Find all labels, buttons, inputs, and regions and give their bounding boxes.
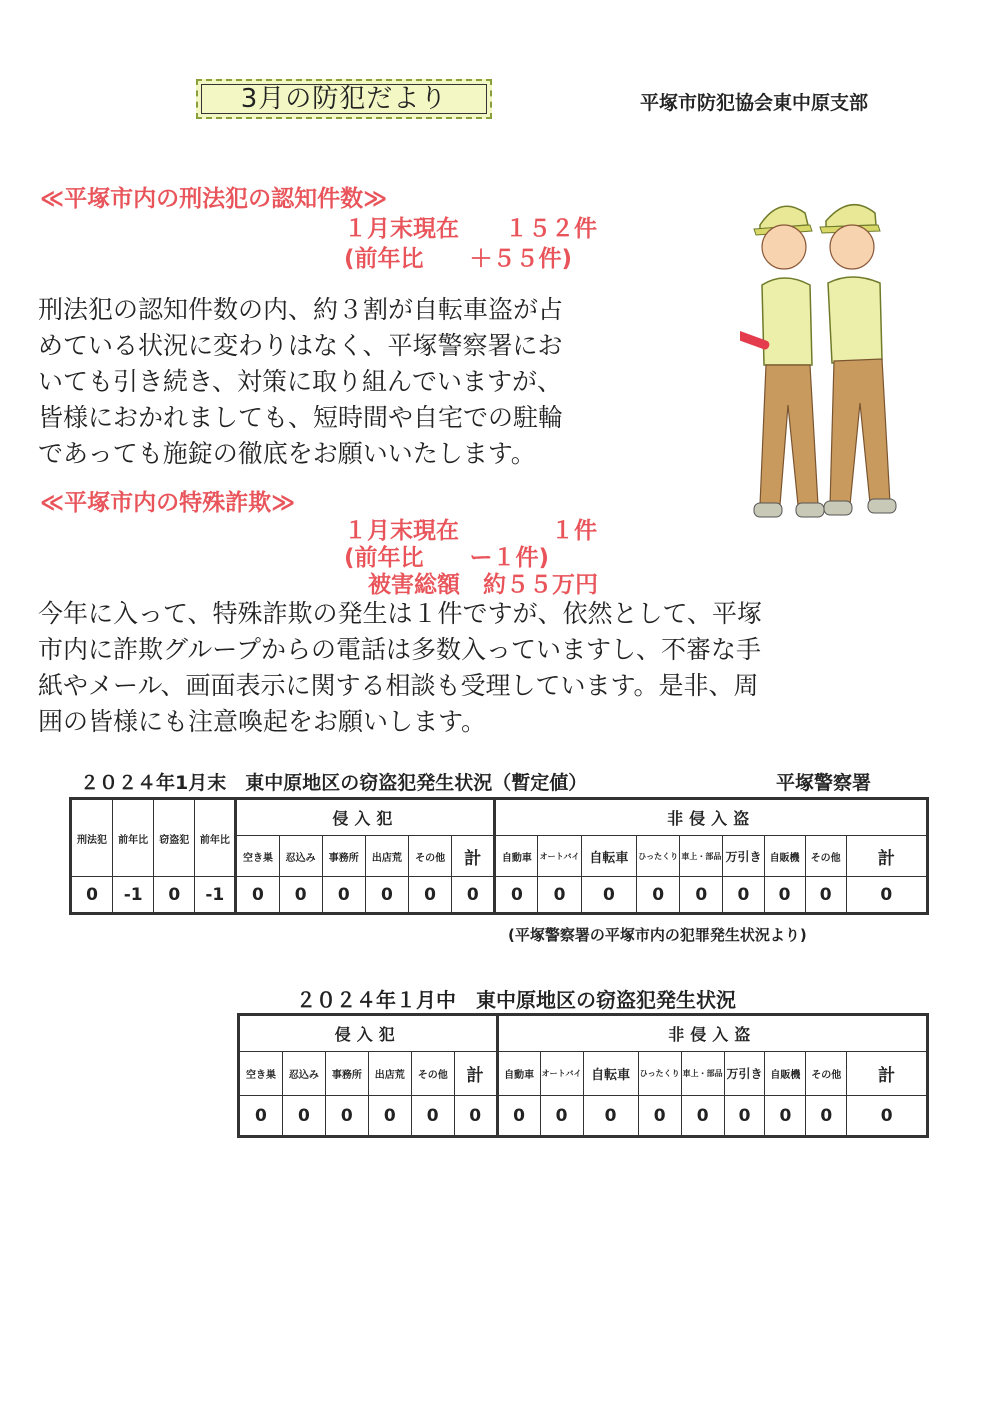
table2-cell: 0: [847, 1096, 927, 1136]
table1-col: その他: [409, 836, 452, 877]
table1-col-total: 計: [846, 836, 926, 877]
table1-header-yoy: 前年比: [195, 800, 236, 877]
table2-col: 出店荒: [368, 1052, 411, 1096]
table-row: [240, 1096, 927, 1136]
page-title: 3月の防犯だより: [196, 79, 492, 119]
table2-title: ２０２４年１月中 東中原地区の窃盗犯発生状況: [296, 988, 736, 1012]
table2: [239, 1015, 927, 1136]
section2-stat-yoy: (前年比 ー１件): [344, 545, 550, 571]
section1-stat-yoy: (前年比 ＋５５件): [344, 246, 573, 272]
table1-source: 平塚警察署: [776, 772, 872, 794]
volunteer-left-figure: [740, 206, 824, 517]
table2-cell: 0: [681, 1096, 724, 1136]
volunteer-right-figure: [820, 205, 896, 515]
table2-col: その他: [806, 1052, 847, 1096]
table2-col: ひったくり: [638, 1052, 681, 1096]
table2-col: 車上・部品: [681, 1052, 724, 1096]
table2-cell: 0: [540, 1096, 583, 1136]
section2-stat-current: １月末現在 １件: [344, 518, 597, 544]
table1-cell: 0: [322, 877, 365, 913]
table1-cell: 0: [680, 877, 723, 913]
section1-body-line: であっても施錠の徹底をお願いいたします。: [38, 439, 536, 468]
section2-body-line: 今年に入って、特殊詐欺の発生は１件ですが、依然として、平塚: [38, 599, 763, 628]
table2-cell: 0: [497, 1096, 540, 1136]
organization-name: 平塚市防犯協会東中原支部: [640, 92, 869, 114]
section1-body: [38, 292, 678, 472]
section2-stat-damage: 被害総額 約５５万円: [368, 572, 598, 598]
table2-col-total: 計: [454, 1052, 497, 1096]
table2-col: その他: [411, 1052, 454, 1096]
table2-col: 忍込み: [282, 1052, 325, 1096]
table1-header-settouhan: 窃盗犯: [154, 800, 195, 877]
table1-col-total: 計: [452, 836, 495, 877]
section2-body-line: 市内に詐欺グループからの電話は多数入っていますし、不審な手: [38, 635, 762, 664]
table1-col: 事務所: [322, 836, 365, 877]
table1-col: 出店荒: [365, 836, 408, 877]
table1-cell: 0: [764, 877, 805, 913]
table1-source-note: (平塚警察署の平塚市内の犯罪発生状況より): [508, 926, 807, 944]
table2-col: 自販機: [765, 1052, 806, 1096]
patrol-volunteers-illustration: [740, 185, 900, 545]
table1-col: その他: [805, 836, 846, 877]
table1-title: ２０２４年1月末 東中原地区の窃盗犯発生状況（暫定値）: [80, 772, 588, 794]
table1-cell: 0: [279, 877, 322, 913]
table2-col: 万引き: [724, 1052, 765, 1096]
section1-body-line: いても引き続き、対策に取り組んでいますが、: [38, 367, 563, 396]
table2-cell: 0: [454, 1096, 497, 1136]
table2-cell: 0: [368, 1096, 411, 1136]
table1-cell: -1: [113, 877, 154, 913]
table1-col: 空き巣: [236, 836, 279, 877]
section1-heading: ≪平塚市内の刑法犯の認知件数≫: [40, 186, 388, 212]
table1-col: オートバイ: [538, 836, 581, 877]
table2-col: 空き巣: [240, 1052, 283, 1096]
table1-col: 忍込み: [279, 836, 322, 877]
section1-body-line: めている状況に変わりはなく、平塚警察署にお: [38, 331, 563, 360]
table1-col: 自動車: [495, 836, 538, 877]
table2-cell: 0: [638, 1096, 681, 1136]
table2-col: 自動車: [497, 1052, 540, 1096]
table2-col: 事務所: [325, 1052, 368, 1096]
section1-stat-current: １月末現在 １５２件: [344, 216, 597, 242]
table2-cell: 0: [282, 1096, 325, 1136]
table1-cell: 0: [154, 877, 195, 913]
section1-body-line: 皆様におかれましても、短時間や自宅での駐輪: [38, 403, 564, 432]
table2-col: オートバイ: [540, 1052, 583, 1096]
table1-cell: 0: [236, 877, 279, 913]
table-row: [72, 877, 927, 913]
table2-cell: 0: [583, 1096, 638, 1136]
table1-cell: 0: [637, 877, 680, 913]
table1-header-keihouhan: 刑法犯: [72, 800, 113, 877]
table1-cell: 0: [365, 877, 408, 913]
table1-col: 自販機: [764, 836, 805, 877]
table1-cell: 0: [409, 877, 452, 913]
table1-col: 万引き: [723, 836, 764, 877]
section2-body-line: 囲の皆様にも注意喚起をお願いします。: [38, 707, 487, 736]
table1-cell: 0: [72, 877, 113, 913]
table2-group-hishinyuto: 非侵入盗: [497, 1016, 926, 1052]
table2-group-shinyuhan: 侵入犯: [240, 1016, 498, 1052]
table1-group-hishinyuto: 非侵入盗: [495, 800, 927, 836]
table2-cell: 0: [806, 1096, 847, 1136]
table1-header-yoy: 前年比: [113, 800, 154, 877]
table2-cell: 0: [724, 1096, 765, 1136]
section1-body-line: 刑法犯の認知件数の内、約３割が自転車盗が占: [38, 295, 564, 324]
section2-body-line: 紙やメール、画面表示に関する相談も受理しています。是非、周: [38, 671, 759, 700]
table1-col: 車上・部品: [680, 836, 723, 877]
table1-cell: 0: [495, 877, 538, 913]
table1: [71, 799, 927, 913]
table1-cell: -1: [195, 877, 236, 913]
table1-col: 自転車: [581, 836, 636, 877]
table2-cell: 0: [765, 1096, 806, 1136]
table2-cell: 0: [411, 1096, 454, 1136]
table2-cell: 0: [325, 1096, 368, 1136]
table2-cell: 0: [240, 1096, 283, 1136]
table2-col: 自転車: [583, 1052, 638, 1096]
table1-cell: 0: [452, 877, 495, 913]
table2-col-total: 計: [847, 1052, 927, 1096]
table1-cell: 0: [846, 877, 926, 913]
table1-col: ひったくり: [637, 836, 680, 877]
table1-group-shinyuhan: 侵入犯: [236, 800, 495, 836]
table1-cell: 0: [538, 877, 581, 913]
section2-body: [38, 596, 938, 740]
table1-cell: 0: [723, 877, 764, 913]
table1-cell: 0: [581, 877, 636, 913]
section2-heading: ≪平塚市内の特殊詐欺≫: [40, 490, 296, 516]
table1-cell: 0: [805, 877, 846, 913]
